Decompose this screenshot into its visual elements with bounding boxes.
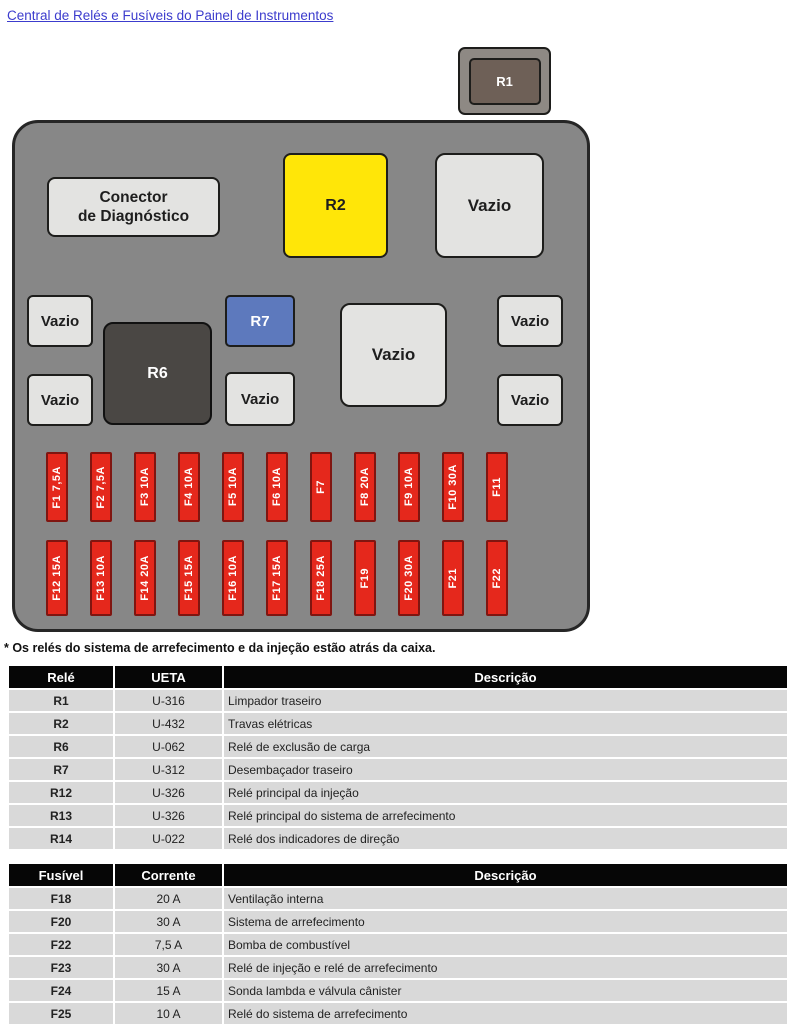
fuse-id-cell: F24 [9, 980, 113, 1001]
relay-id-cell: R2 [9, 713, 113, 734]
fuse-f2 [90, 452, 112, 522]
fuse-label: F16 10A [227, 555, 239, 601]
relay-table [7, 664, 789, 851]
current-cell: 30 A [115, 911, 222, 932]
description-cell: Relé dos indicadores de direção [224, 828, 787, 849]
fuse-f20 [398, 540, 420, 616]
fuse-label: F3 10A [139, 467, 151, 507]
table-row [9, 759, 787, 780]
description-cell: Relé do sistema de arrefecimento [224, 1003, 787, 1024]
ueta-cell: U-062 [115, 736, 222, 757]
table-row [9, 1003, 787, 1024]
current-cell: 15 A [115, 980, 222, 1001]
ueta-cell: U-022 [115, 828, 222, 849]
fuse-f16 [222, 540, 244, 616]
empty-slot: Vazio [27, 374, 93, 426]
ueta-cell: U-316 [115, 690, 222, 711]
table-row [9, 980, 787, 1001]
fuse-label: F9 10A [403, 467, 415, 507]
relay-id-cell: R12 [9, 782, 113, 803]
fuse-label: F7 [315, 480, 327, 494]
fuse-label: F5 10A [227, 467, 239, 507]
empty-slot: Vazio [225, 372, 295, 426]
fuse-f10 [442, 452, 464, 522]
relay-id-cell: R14 [9, 828, 113, 849]
header-row [9, 864, 787, 886]
footnote: * Os relés do sistema de arrefecimento e da injeção estão atrás da caixa. [4, 641, 436, 655]
fuse-f4 [178, 452, 200, 522]
current-cell: 7,5 A [115, 934, 222, 955]
relay-r1: R1 [469, 58, 541, 105]
column-header: Descrição [224, 666, 787, 688]
fuse-f9 [398, 452, 420, 522]
description-cell: Limpador traseiro [224, 690, 787, 711]
fuse-label: F18 25A [315, 555, 327, 601]
fuse-label: F13 10A [95, 555, 107, 601]
relay-id-cell: R1 [9, 690, 113, 711]
title-link[interactable]: Central de Relés e Fusíveis do Painel de Instrumentos [7, 8, 334, 23]
current-cell: 20 A [115, 888, 222, 909]
fuse-f22 [486, 540, 508, 616]
table-row [9, 888, 787, 909]
table-row [9, 805, 787, 826]
ueta-cell: U-326 [115, 805, 222, 826]
diagnostic-connector-label: Conector de Diagnóstico [77, 188, 190, 225]
description-cell: Relé principal do sistema de arrefecimento [224, 805, 787, 826]
column-header: UETA [115, 666, 222, 688]
diagnostic-connector [47, 177, 220, 237]
empty-slot: Vazio [435, 153, 544, 258]
relay-id-cell: R7 [9, 759, 113, 780]
fuse-label: F10 30A [447, 464, 459, 510]
fuse-f17 [266, 540, 288, 616]
fuse-table [7, 862, 789, 1026]
relay-id-cell: R13 [9, 805, 113, 826]
column-header: Corrente [115, 864, 222, 886]
table-row [9, 690, 787, 711]
fuse-f14 [134, 540, 156, 616]
table-row [9, 782, 787, 803]
table-row [9, 828, 787, 849]
description-cell: Relé de injeção e relé de arrefecimento [224, 957, 787, 978]
description-cell: Ventilação interna [224, 888, 787, 909]
column-header: Descrição [224, 864, 787, 886]
fuse-f8 [354, 452, 376, 522]
fuse-box-diagram [12, 120, 590, 632]
description-cell: Desembaçador traseiro [224, 759, 787, 780]
fuse-id-cell: F18 [9, 888, 113, 909]
description-cell: Bomba de combustível [224, 934, 787, 955]
fuse-f21 [442, 540, 464, 616]
empty-slot: Vazio [497, 374, 563, 426]
description-cell: Relé de exclusão de carga [224, 736, 787, 757]
fuse-label: F6 10A [271, 467, 283, 507]
fuse-label: F17 15A [271, 555, 283, 601]
relay-id-cell: R6 [9, 736, 113, 757]
fuse-id-cell: F23 [9, 957, 113, 978]
fuse-id-cell: F25 [9, 1003, 113, 1024]
description-cell: Relé principal da injeção [224, 782, 787, 803]
table-row [9, 713, 787, 734]
fuse-f18 [310, 540, 332, 616]
fuse-label: F8 20A [359, 467, 371, 507]
fuse-label: F4 10A [183, 467, 195, 507]
fuse-label: F22 [491, 567, 503, 589]
description-cell: Sistema de arrefecimento [224, 911, 787, 932]
current-cell: 10 A [115, 1003, 222, 1024]
fuse-label: F21 [447, 567, 459, 589]
ueta-cell: U-432 [115, 713, 222, 734]
description-cell: Sonda lambda e válvula cânister [224, 980, 787, 1001]
fuse-f6 [266, 452, 288, 522]
fuse-label: F20 30A [403, 555, 415, 601]
fuse-label: F1 7,5A [51, 465, 63, 509]
column-header: Fusível [9, 864, 113, 886]
fuse-label: F11 [491, 477, 503, 497]
fuse-f1 [46, 452, 68, 522]
table-row [9, 911, 787, 932]
fuse-id-cell: F22 [9, 934, 113, 955]
description-cell: Travas elétricas [224, 713, 787, 734]
fuse-f11 [486, 452, 508, 522]
empty-slot: Vazio [497, 295, 563, 347]
relay-r7: R7 [225, 295, 295, 347]
fuse-f7 [310, 452, 332, 522]
fuse-f12 [46, 540, 68, 616]
table-row [9, 957, 787, 978]
fuse-label: F14 20A [139, 555, 151, 601]
table-row [9, 934, 787, 955]
empty-slot: Vazio [340, 303, 447, 407]
header-row [9, 666, 787, 688]
fuse-f13 [90, 540, 112, 616]
fuse-f15 [178, 540, 200, 616]
empty-slot: Vazio [27, 295, 93, 347]
relay-r1-socket [458, 47, 551, 115]
fuse-label: F12 15A [51, 555, 63, 601]
fuse-label: F15 15A [183, 555, 195, 601]
fuse-id-cell: F20 [9, 911, 113, 932]
fuse-f19 [354, 540, 376, 616]
fuse-f5 [222, 452, 244, 522]
current-cell: 30 A [115, 957, 222, 978]
table-row [9, 736, 787, 757]
fuse-label: F19 [359, 567, 371, 589]
ueta-cell: U-326 [115, 782, 222, 803]
column-header: Relé [9, 666, 113, 688]
relay-r6: R6 [103, 322, 212, 425]
fuse-f3 [134, 452, 156, 522]
relay-r2: R2 [283, 153, 388, 258]
ueta-cell: U-312 [115, 759, 222, 780]
fuse-label: F2 7,5A [95, 465, 107, 509]
